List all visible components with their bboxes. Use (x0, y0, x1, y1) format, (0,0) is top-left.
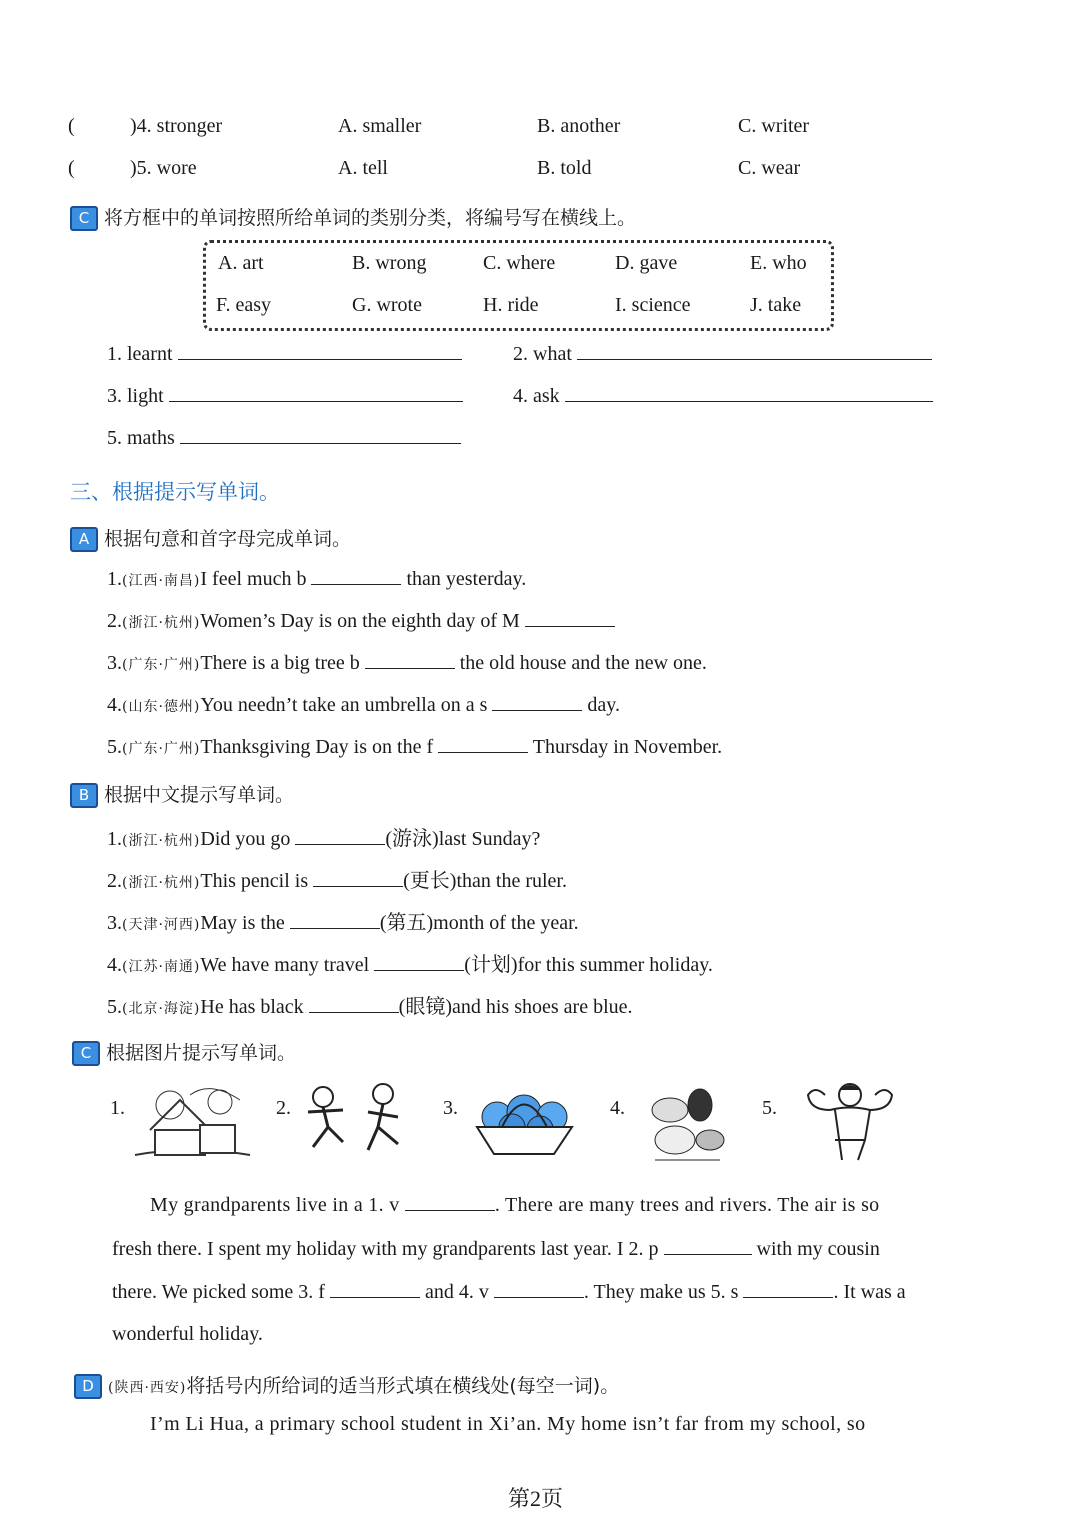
answer-blank[interactable] (295, 826, 385, 845)
source-label: (广东·广州) (122, 657, 201, 673)
box-word: A. art (218, 252, 264, 274)
answer-blank[interactable] (374, 952, 464, 971)
part-a-heading (70, 524, 351, 552)
classify-item-5: 5. maths (107, 425, 461, 450)
item-text: This pencil is (200, 870, 309, 892)
classify-item-1: 1. learnt (107, 341, 462, 366)
strong-man-picture (800, 1080, 900, 1165)
chinese-hint: (游泳) (385, 828, 439, 850)
option-c: C. writer (738, 115, 810, 137)
item-text: You needn’t take an umbrella on a s (200, 694, 488, 716)
fill-in-item (107, 822, 540, 851)
answer-paren[interactable]: ( (68, 157, 75, 179)
item-text: We have many travel (200, 954, 370, 976)
part-title: 根据句意和首字母完成单词。 (104, 528, 352, 550)
part-c2-heading (72, 1038, 296, 1066)
item-number: 5. (107, 736, 122, 758)
fill-in-item (107, 692, 620, 717)
answer-blank[interactable] (743, 1279, 833, 1298)
answer-blank[interactable] (494, 1279, 584, 1298)
option-c: C. wear (738, 157, 801, 179)
item-text: Thursday in November. (532, 736, 723, 758)
answer-paren[interactable]: ( (68, 115, 75, 137)
chinese-hint: (更长) (403, 870, 457, 892)
item-text: month of the year. (433, 912, 579, 934)
item-text: Did you go (200, 828, 291, 850)
item-text: He has black (200, 996, 304, 1018)
part-title: 根据中文提示写单词。 (104, 784, 295, 806)
part-title: 将方框中的单词按照所给单词的类别分类，将编号写在横线上。 (104, 207, 637, 229)
source-label: (山东·德州) (122, 699, 201, 715)
part-c-heading (70, 203, 636, 231)
passage-line-2: fresh there. I spent my holiday with my grandparents last year. I 2. p with my cousin (112, 1238, 880, 1260)
village-picture (130, 1080, 255, 1165)
option-b: B. told (537, 157, 592, 179)
box-word: C. where (483, 252, 556, 274)
option-a: A. smaller (338, 115, 422, 137)
pic-label: 5. (762, 1097, 777, 1119)
source-label: (江苏·南通) (122, 959, 201, 975)
box-word: H. ride (483, 294, 539, 316)
box-word: D. gave (615, 252, 678, 274)
answer-blank[interactable] (577, 341, 932, 360)
box-word: J. take (750, 294, 802, 316)
item-text: than the ruler. (456, 870, 567, 892)
item-number: 1. (107, 568, 122, 590)
answer-blank[interactable] (290, 910, 380, 929)
passage-line-3: there. We picked some 3. f and 4. v . They make us 5. s . It was a (112, 1281, 906, 1303)
children-playing-picture (298, 1082, 418, 1157)
part-title: 将括号内所给词的适当形式填在横线处(每空一词)。 (186, 1375, 620, 1397)
item-number: 3. (107, 912, 122, 934)
classify-item-2: 2. what (513, 341, 932, 366)
source-label: (浙江·杭州) (122, 833, 201, 849)
answer-blank[interactable] (405, 1192, 495, 1211)
option-a: A. tell (338, 157, 388, 179)
passage-line-4: wonderful holiday. (112, 1323, 263, 1345)
passage-line-1: My grandparents live in a 1. v . There are many trees and rivers. The air is so (150, 1194, 880, 1216)
box-word: G. wrote (352, 294, 422, 316)
item-text: May is the (200, 912, 285, 934)
answer-blank[interactable] (178, 341, 462, 360)
part-d-passage: I’m Li Hua, a primary school student in Xi’an. My home isn’t far from my school, so (150, 1413, 866, 1435)
part-badge: A (70, 527, 98, 552)
classify-item-3: 3. light (107, 383, 463, 408)
fruit-basket-picture (462, 1082, 587, 1160)
question-word: )5. wore (130, 157, 197, 179)
answer-blank[interactable] (365, 650, 455, 669)
pic-label: 3. (443, 1097, 458, 1119)
source-label: (广东·广州) (122, 741, 201, 757)
chinese-hint: (眼镜) (398, 996, 452, 1018)
pic-label: 1. (110, 1097, 125, 1119)
source-label: (浙江·杭州) (122, 875, 201, 891)
part-d-heading (74, 1371, 619, 1399)
answer-blank[interactable] (311, 566, 401, 585)
chinese-hint: (计划) (464, 954, 518, 976)
source-label: (陕西·西安) (108, 1380, 187, 1396)
item-number: 1. (107, 828, 122, 850)
item-text: I feel much b (200, 568, 307, 590)
item-number: 5. (107, 996, 122, 1018)
fill-in-item (107, 990, 633, 1019)
chinese-hint: (第五) (379, 912, 434, 934)
item-text: than yesterday. (406, 568, 527, 590)
answer-blank[interactable] (313, 868, 403, 887)
item-number: 2. (107, 610, 122, 632)
fill-in-item (107, 608, 615, 633)
question-word: )4. stronger (130, 115, 223, 137)
source-label: (江西·南昌) (122, 573, 201, 589)
answer-blank[interactable] (492, 692, 582, 711)
item-text: and his shoes are blue. (452, 996, 633, 1018)
vegetables-picture (640, 1080, 735, 1170)
answer-blank[interactable] (664, 1236, 752, 1255)
box-word: E. who (750, 252, 807, 274)
source-label: (北京·海淀) (122, 1001, 201, 1017)
box-word: F. easy (216, 294, 272, 316)
part-badge: C (72, 1041, 100, 1066)
section-3-title: 三、根据提示写单词。 (70, 480, 280, 504)
page-number: 第2页 (508, 1486, 564, 1511)
item-text: for this summer holiday. (517, 954, 713, 976)
item-text: There is a big tree b (200, 652, 360, 674)
item-text: the old house and the new one. (459, 652, 707, 674)
fill-in-item (107, 864, 567, 893)
box-word: I. science (615, 294, 691, 316)
box-word: B. wrong (352, 252, 427, 274)
item-number: 4. (107, 694, 122, 716)
part-title: 根据图片提示写单词。 (106, 1042, 297, 1064)
source-label: (天津·河西) (122, 917, 201, 933)
answer-blank[interactable] (330, 1279, 420, 1298)
part-b-heading (70, 780, 294, 808)
item-number: 4. (107, 954, 122, 976)
item-text: last Sunday? (438, 828, 541, 850)
item-text: Women’s Day is on the eighth day of M (200, 610, 520, 632)
answer-blank[interactable] (565, 383, 933, 402)
option-b: B. another (537, 115, 621, 137)
part-badge: B (70, 783, 98, 808)
answer-blank[interactable] (438, 734, 528, 753)
fill-in-item (107, 650, 707, 675)
answer-blank[interactable] (309, 994, 399, 1013)
pic-label: 4. (610, 1097, 625, 1119)
part-badge: C (70, 206, 98, 231)
answer-blank[interactable] (525, 608, 615, 627)
item-number: 2. (107, 870, 122, 892)
fill-in-item (107, 566, 526, 591)
fill-in-item (107, 948, 713, 977)
answer-blank[interactable] (180, 425, 461, 444)
source-label: (浙江·杭州) (122, 615, 201, 631)
pic-label: 2. (276, 1097, 291, 1119)
item-number: 3. (107, 652, 122, 674)
classify-item-4: 4. ask (513, 383, 933, 408)
fill-in-item (107, 734, 722, 759)
answer-blank[interactable] (169, 383, 463, 402)
item-text: Thanksgiving Day is on the f (200, 736, 434, 758)
part-badge: D (74, 1374, 102, 1399)
fill-in-item (107, 906, 579, 935)
item-text: day. (587, 694, 620, 716)
